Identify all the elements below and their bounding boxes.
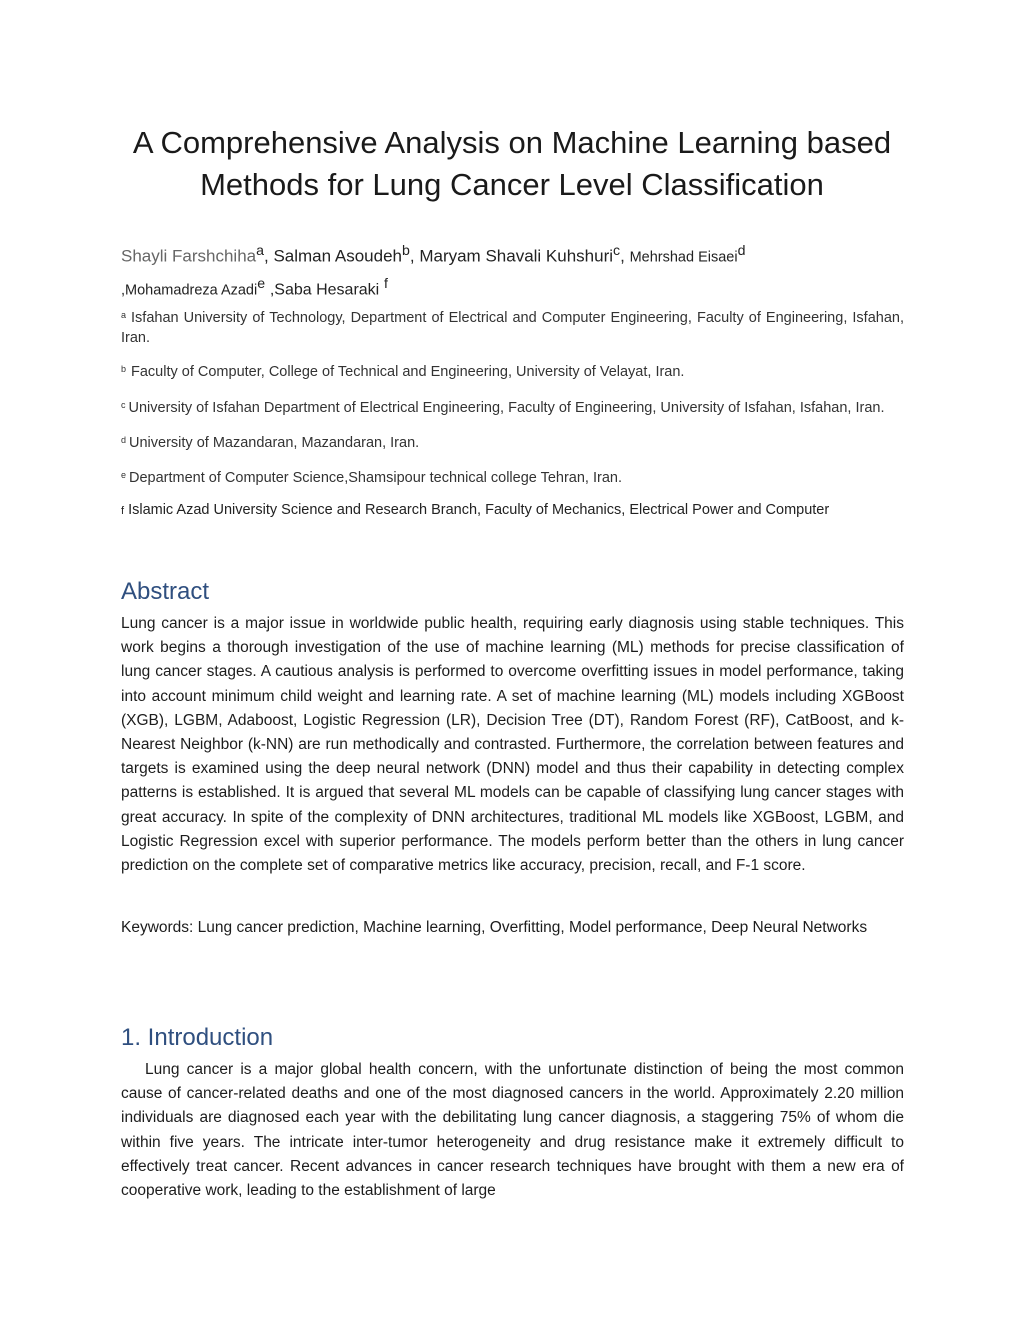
author-sup: e: [257, 275, 266, 292]
author-sup: c: [613, 243, 621, 259]
author-sup: d: [737, 243, 746, 259]
author-name: Saba Hesaraki: [274, 281, 380, 299]
paper-title: [100, 122, 924, 206]
affiliation-text: Faculty of Computer, College of Technical and Engineering, University of Velayat, Iran.: [131, 364, 685, 380]
affiliation-text: Isfahan University of Technology, Department of Electrical and Computer Engineering, Faculty of Engineering, Isfahan, Iran.: [121, 310, 904, 346]
affiliation-e: [121, 465, 904, 488]
affiliation-b: [121, 359, 904, 382]
author-list: Shayli Farshchiha$^a$, Salman Asoudeh$^b$, Maryam Shavali Kuhshuri$^c$, Mehrshad Eisaei$^d$ ,Mohamadreza Azadi$^e$ ,Saba Hesaraki $^f$: [121, 243, 746, 299]
affiliation-text: University of Mazandaran, Mazandaran, Iran.: [129, 435, 420, 451]
affiliation-text: Department of Computer Science,Shamsipour technical college Tehran, Iran.: [129, 470, 623, 486]
affiliation-a: [121, 305, 904, 348]
affiliation-c: [121, 395, 904, 418]
author-name: Shayli Farshchiha: [121, 246, 257, 266]
author-sup: f: [383, 275, 388, 292]
abstract-heading: Abstract: [121, 578, 210, 605]
affiliation-mark: d: [121, 435, 127, 445]
affiliation-d: [121, 430, 904, 453]
affiliation-mark: c: [121, 400, 126, 410]
introduction-body: Lung cancer is a major global health concern, with the unfortunate distinction of being the most common cause of cancer-related deaths and one of the most diagnosed cancers in the world. Approximately 2.20 million individuals are diagnosed each year with the debilitating lung cancer diagnosis, a staggering 75% of whom die within five years. The intricate inter-tumor heterogeneity and drug resistance make it extremely difficult to effectively treat cancer. Recent advances in cancer research techniques have brought with them a new era of cooperative work, leading to the establishment of large: [121, 1061, 904, 1200]
affiliation-text: University of Isfahan Department of Electrical Engineering, Faculty of Engineering, University of Isfahan, Isfahan, Iran.: [128, 400, 885, 416]
affiliation-mark: e: [121, 470, 127, 480]
affiliation-mark: a: [121, 310, 127, 320]
title-line-2: Methods for Lung Cancer Level Classification: [200, 167, 824, 202]
keywords: Keywords: Lung cancer prediction, Machine learning, Overfitting, Model performance, Deep Neural Networks: [121, 919, 868, 936]
author-sup: b: [402, 243, 410, 259]
introduction-heading: 1. Introduction: [121, 1024, 274, 1051]
affiliation-mark: b: [121, 364, 127, 374]
title-line-1: A Comprehensive Analysis on Machine Learning based: [132, 125, 892, 160]
author-name: Maryam Shavali Kuhshuri: [419, 246, 614, 266]
affiliation-text: Islamic Azad University Science and Research Branch, Faculty of Mechanics, Electrical Power and Computer: [128, 502, 830, 518]
affiliation-f: [121, 500, 904, 521]
author-sup: a: [256, 243, 264, 259]
author-name: Mehrshad Eisaei: [629, 249, 738, 266]
author-name: Mohamadreza Azadi: [125, 282, 258, 299]
author-name: Salman Asoudeh: [273, 246, 402, 266]
affiliation-mark: f: [121, 505, 125, 517]
abstract-body: Lung cancer is a major issue in worldwide public health, requiring early diagnosis using stable techniques. This work begins a thorough investigation of the use of machine learning (ML) methods for precise classification of lung cancer stages. A cautious analysis is performed to overcome overfitting issues in model performance, taking into account minimum child weight and learning rate. A set of machine learning (ML) models including XGBoost (XGB), LGBM, Adaboost, Logistic Regression (LR), Decision Tree (DT), Random Forest (RF), CatBoost, and k-Nearest Neighbor (k-NN) are run methodically and contrasted. Furthermore, the correlation between features and targets is examined using the deep neural network (DNN) model and thus their capability in detecting complex patterns is established. It is argued that several ML models can be capable of classifying lung cancer stages with great accuracy. In spite of the complexity of DNN architectures, traditional ML models like XGBoost, LGBM, and Logistic Regression excel with superior performance. The models perform better than the others in lung cancer prediction on the complete set of comparative metrics like accuracy, precision, recall, and F-1 score.: [121, 615, 904, 875]
